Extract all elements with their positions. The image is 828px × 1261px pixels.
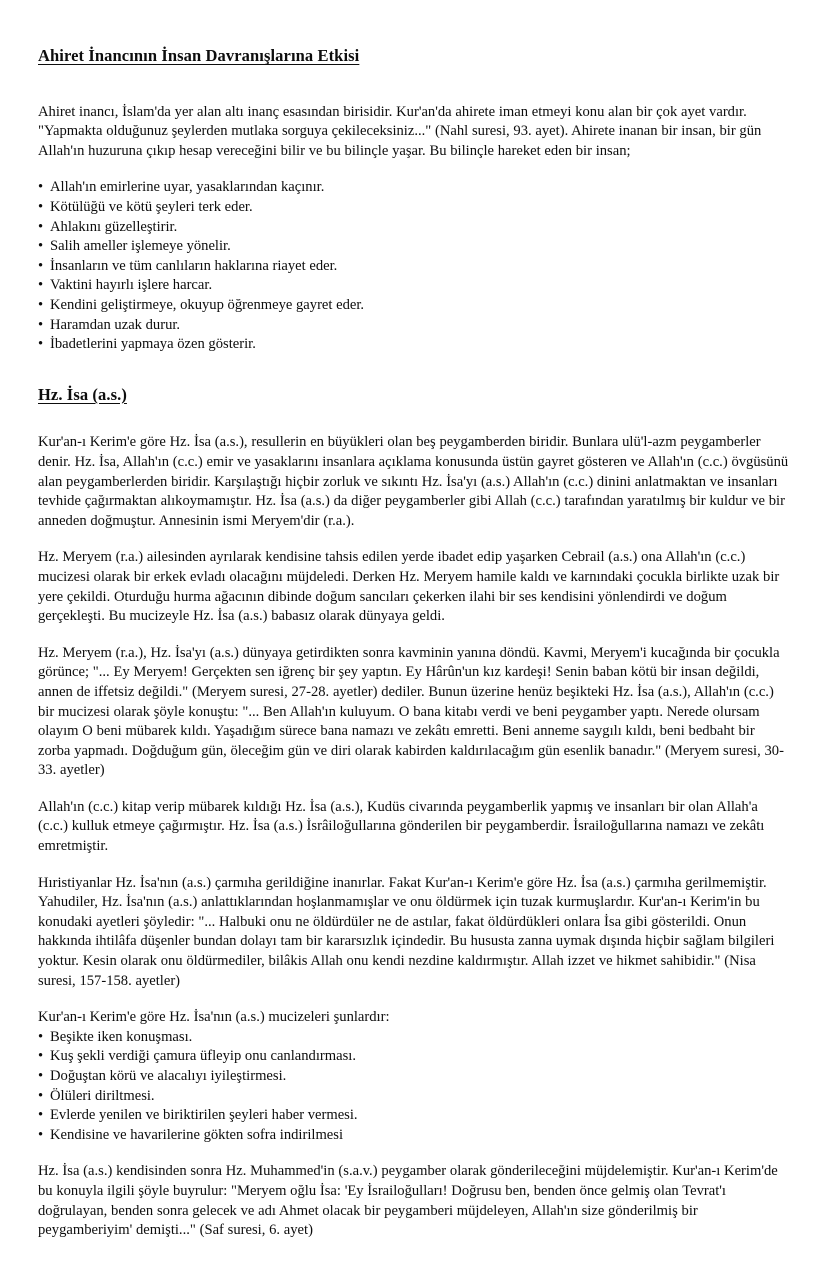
list-item: • Kendisine ve havarilerine gökten sofra indirilmesi: [38, 1126, 790, 1146]
section-heading-hz-isa: Hz. İsa (a.s.): [38, 384, 127, 404]
miracles-bullet-list: [38, 1028, 790, 1146]
list-item: • Ahlakını güzelleştirir.: [38, 218, 790, 238]
list-item: • Allah'ın emirlerine uyar, yasaklarından kaçınır.: [38, 178, 790, 198]
list-item: • Kötülüğü ve kötü şeyleri terk eder.: [38, 198, 790, 218]
behaviour-bullet-list: [38, 178, 790, 354]
list-item: • Haramdan uzak durur.: [38, 316, 790, 336]
list-item: • Evlerde yenilen ve biriktirilen şeyleri haber vermesi.: [38, 1106, 790, 1126]
paragraph-carmiha-gerilme: Hıristiyanlar Hz. İsa'nın (a.s.) çarmıha gerildiğine inanırlar. Fakat Kur'an-ı Kerim'e göre Hz. İsa (a.s.) çarmıha gerilmemiştir. Yahudiler, Hz. İsa'nın (a.s.) anlattıklarından hoşlanmamışlar ve onu öldürmek için tuzak kurmuşlardır. Kur'an-ı Kerim'in bu konudaki ayetleri şöyledir: "... Halbuki onu ne öldürdüler ne de astılar, fakat öldürdükleri onlara İsa gibi gösterildi. Onun hakkında ihtilâfa düşenler bundan dolayı tam bir kararsızlık içindedir. Bu hususta zanna uymak dışında hiçbir sağlam bilgileri yoktur. Kesin olarak onu öldürmediler, bilâkis Allah onu kendi nezdine kaldırmıştır. Allah izzet ve hikmet sahibidir." (Nisa suresi, 157-158. ayetler): [38, 874, 775, 989]
paragraph-muhammed-mujde: Hz. İsa (a.s.) kendisinden sonra Hz. Muhammed'in (s.a.v.) peygamber olarak gönderileceğini müjdelemiştir. Kur'an-ı Kerim'de bu konuyla ilgili şöyle buyrulur: "Meryem oğlu İsa: 'Ey İsrailoğulları! Doğrusu ben, benden önce gelmiş olan Tevrat'ı doğrulayan, benden sonra gelecek ve adı Ahmet olacak bir peygamberi müjdeleyen, Allah'ın size gönderilmiş bir peygamberiyim' demişti..." (Saf suresi, 6. ayet): [38, 1163, 778, 1239]
list-item: • Beşikte iken konuşması.: [38, 1028, 790, 1048]
list-item: • Kuş şekli verdiği çamura üfleyip onu canlandırması.: [38, 1047, 790, 1067]
spacer: [38, 1145, 790, 1162]
page-title: Ahiret İnancının İnsan Davranışlarına Etkisi: [38, 46, 360, 65]
list-item: • Ölüleri diriltmesi.: [38, 1087, 790, 1107]
paragraph-meryem-kavim: Hz. Meryem (r.a.), Hz. İsa'yı (a.s.) dünyaya getirdikten sonra kavminin yanına döndü. Kavmi, Meryem'i kucağında bir çocukla görünce; "... Ey Meryem! Gerçekten sen iğrenç bir şey yaptın. Ey Hârûn'un kız kardeşi! Senin baban kötü bir insan değildi, annen de iffetsiz değildi." (Meryem suresi, 27-28. ayetler) dediler. Bunun üzerine henüz beşikteki Hz. İsa (a.s.), Allah'ın (c.c.) bir mucizesi olarak şöyle konuştu: "... Ben Allah'ın kuluyum. O bana kitabı verdi ve beni peygamber yaptı. Nerede olursam olayım O beni mübarek kıldı. Yaşadığım sürece bana namazı ve zekâtı emretti. Beni anneme saygılı kıldı, beni bedbaht bir zorba yapmadı. Doğduğum gün, öleceğim gün ve diri olarak kabirden kaldırılacağım gün esenlik banadır." (Meryem suresi, 30-33. ayetler): [38, 644, 784, 779]
list-item: • İnsanların ve tüm canlıların haklarına riayet eder.: [38, 257, 790, 277]
list-item: • Salih ameller işlemeye yönelir.: [38, 237, 790, 257]
paragraph-kudus-peygamberlik: Allah'ın (c.c.) kitap verip mübarek kıldığı Hz. İsa (a.s.), Kudüs civarında peygamberlik yapmış ve insanları bir olan Allah'a (c.c.) kulluk etmeye çağırmıştır. Hz. İsa (a.s.) İsrâiloğullarına gönderilen bir peygamberdir. İsrailoğullarına namazı ve zekâtı emretmiştir.: [38, 798, 765, 855]
list-item: • İbadetlerini yapmaya özen gösterir.: [38, 335, 790, 355]
paragraph-isa-intro: Kur'an-ı Kerim'e göre Hz. İsa (a.s.), resullerin en büyükleri olan beş peygamberden biridir. Bunlara ulü'l-azm peygamberler denir. Hz. İsa, Allah'ın (c.c.) emir ve yasaklarını insanlara açıklama konusunda üstün gayret gösteren ve Allah'ın (c.c.) övgüsünü alan peygamberlerden biridir. Karşılaştığı hiçbir zorluk ve sıkıntı Hz. İsa'yı (a.s.) Allah'ın (c.c.) dinini anlatmaktan ve insanları tevhide çağırmaktan alıkoymamıştır. Hz. İsa (a.s.) da diğer peygamberler gibi Allah (c.c.) tarafından yaratılmış bir kuldur ve bir anneden doğmuştur. Annesinin ismi Meryem'dir (r.a.).: [38, 434, 789, 529]
list-item: • Doğuştan körü ve alacalıyı iyileştirmesi.: [38, 1067, 790, 1087]
intro-paragraph: Ahiret inancı, İslam'da yer alan altı inanç esasından birisidir. Kur'an'da ahirete iman etmeyi konu alan bir çok ayet vardır. "Yapmakta olduğunuz şeylerden mutlaka sorguya çekileceksiniz..." (Nahl suresi, 93. ayet). Ahirete inanan bir insan, bir gün Allah'ın huzuruna çıkıp hesap vereceğini bilir ve bu bilinçle yaşar. Bu bilinçle hareket eden bir insan;: [38, 103, 762, 159]
list-item: • Kendini geliştirmeye, okuyup öğrenmeye gayret eder.: [38, 296, 790, 316]
paragraph-meryem-birth: Hz. Meryem (r.a.) ailesinden ayrılarak kendisine tahsis edilen yerde ibadet edip yaşarken Cebrail (a.s.) ona Allah'ın (c.c.) mucizesi olarak bir erkek evladı olacağını müjdeledi. Derken Hz. Meryem hamile kaldı ve karnındaki çocukla birlikte uzak bir yere çekildi. Oturduğu hurma ağacının dibinde doğum sancıları çekerken ilahi bir ses kendisini yönlendirdi ve doğum gerçekleşti. Bu mucizeyle Hz. İsa (a.s.) babasız olarak dünyaya geldi.: [38, 549, 780, 625]
list-item: • Vaktini hayırlı işlere harcar.: [38, 276, 790, 296]
miracles-lead-in: Kur'an-ı Kerim'e göre Hz. İsa'nın (a.s.) mucizeleri şunlardır:: [38, 1009, 390, 1026]
